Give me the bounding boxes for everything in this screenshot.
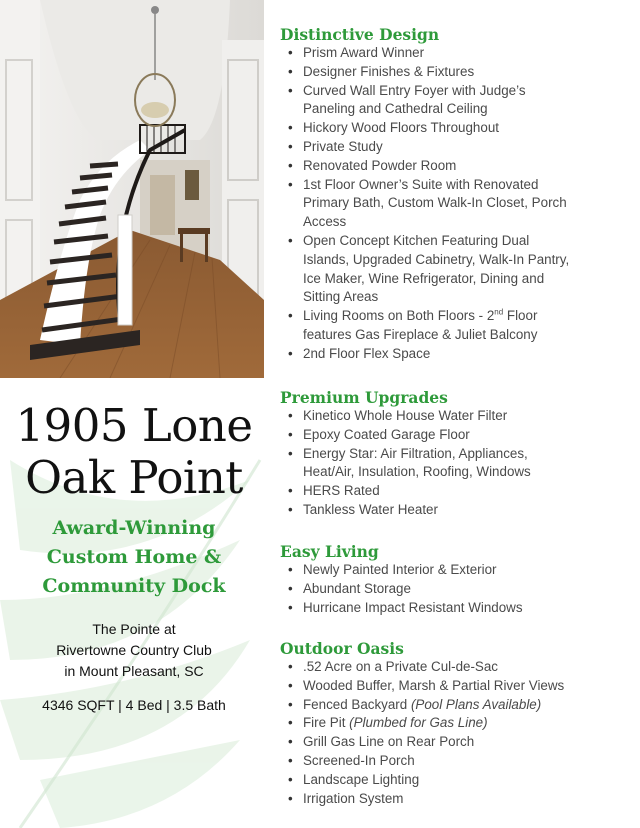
list-item: • 2nd Floor Flex Space xyxy=(286,345,616,364)
location-line: The Pointe at xyxy=(92,621,176,637)
list-item: • Screened-In Porch xyxy=(286,752,616,771)
list-item: • Grill Gas Line on Rear Porch xyxy=(286,733,616,752)
list-item: • Irrigation System xyxy=(286,790,616,809)
left-panel xyxy=(0,0,268,828)
list-item: • Open Concept Kitchen Featuring Dual Islands, Upgraded Cabinetry, Walk-In Pantry, Ice Maker, Wine Refrigerator, Dining and Sitting Areas xyxy=(286,232,616,307)
section-heading-easy-living: Easy Living xyxy=(280,542,379,561)
property-stats: 4346 SQFT | 4 Bed | 3.5 Bath xyxy=(42,697,226,713)
list-item: • Fenced Backyard (Pool Plans Available) xyxy=(286,696,616,715)
premium-upgrades-list xyxy=(286,407,616,520)
staircase-illustration xyxy=(0,0,264,378)
list-item: • Living Rooms on Both Floors - 2nd Floor features Gas Fireplace & Juliet Balcony xyxy=(286,307,616,345)
subtitle-line: Award-Winning xyxy=(52,517,216,539)
location-line: in Mount Pleasant, SC xyxy=(64,663,204,679)
outdoor-oasis-list xyxy=(286,658,616,808)
property-title-line2: Oak Point xyxy=(25,451,243,504)
list-item: • Wooded Buffer, Marsh & Partial River Views xyxy=(286,677,616,696)
section-heading-premium-upgrades: Premium Upgrades xyxy=(280,388,448,407)
list-item: • Curved Wall Entry Foyer with Judge’s Paneling and Cathedral Ceiling xyxy=(286,82,616,120)
section-heading-distinctive-design: Distinctive Design xyxy=(280,25,440,44)
foyer-staircase-photo xyxy=(0,0,264,378)
list-item: • Prism Award Winner xyxy=(286,44,616,63)
subtitle-line: Community Dock xyxy=(42,575,226,597)
section-heading-outdoor-oasis: Outdoor Oasis xyxy=(280,639,404,658)
list-item: • HERS Rated xyxy=(286,482,616,501)
subtitle-line: Custom Home & xyxy=(46,546,222,568)
list-item: • Renovated Powder Room xyxy=(286,157,616,176)
list-item: • Hickory Wood Floors Throughout xyxy=(286,119,616,138)
list-item: • Designer Finishes & Fixtures xyxy=(286,63,616,82)
list-item: • 1st Floor Owner’s Suite with Renovated Primary Bath, Custom Walk-In Closet, Porch Access xyxy=(286,176,616,232)
list-item: • Newly Painted Interior & Exterior xyxy=(286,561,616,580)
list-item: • Tankless Water Heater xyxy=(286,501,616,520)
list-item: • Epoxy Coated Garage Floor xyxy=(286,426,616,445)
list-item: • Abundant Storage xyxy=(286,580,616,599)
list-item: • Private Study xyxy=(286,138,616,157)
property-title-line1: 1905 Lone xyxy=(15,399,253,452)
list-item: • Energy Star: Air Filtration, Appliances, Heat/Air, Insulation, Roofing, Windows xyxy=(286,445,616,483)
location-line: Rivertowne Country Club xyxy=(56,642,212,658)
easy-living-list xyxy=(286,561,616,617)
list-item: • Landscape Lighting xyxy=(286,771,616,790)
list-item: • Kinetico Whole House Water Filter xyxy=(286,407,616,426)
distinctive-design-list xyxy=(286,44,616,364)
list-item: • .52 Acre on a Private Cul-de-Sac xyxy=(286,658,616,677)
list-item: • Hurricane Impact Resistant Windows xyxy=(286,599,616,618)
list-item: • Fire Pit (Plumbed for Gas Line) xyxy=(286,714,616,733)
